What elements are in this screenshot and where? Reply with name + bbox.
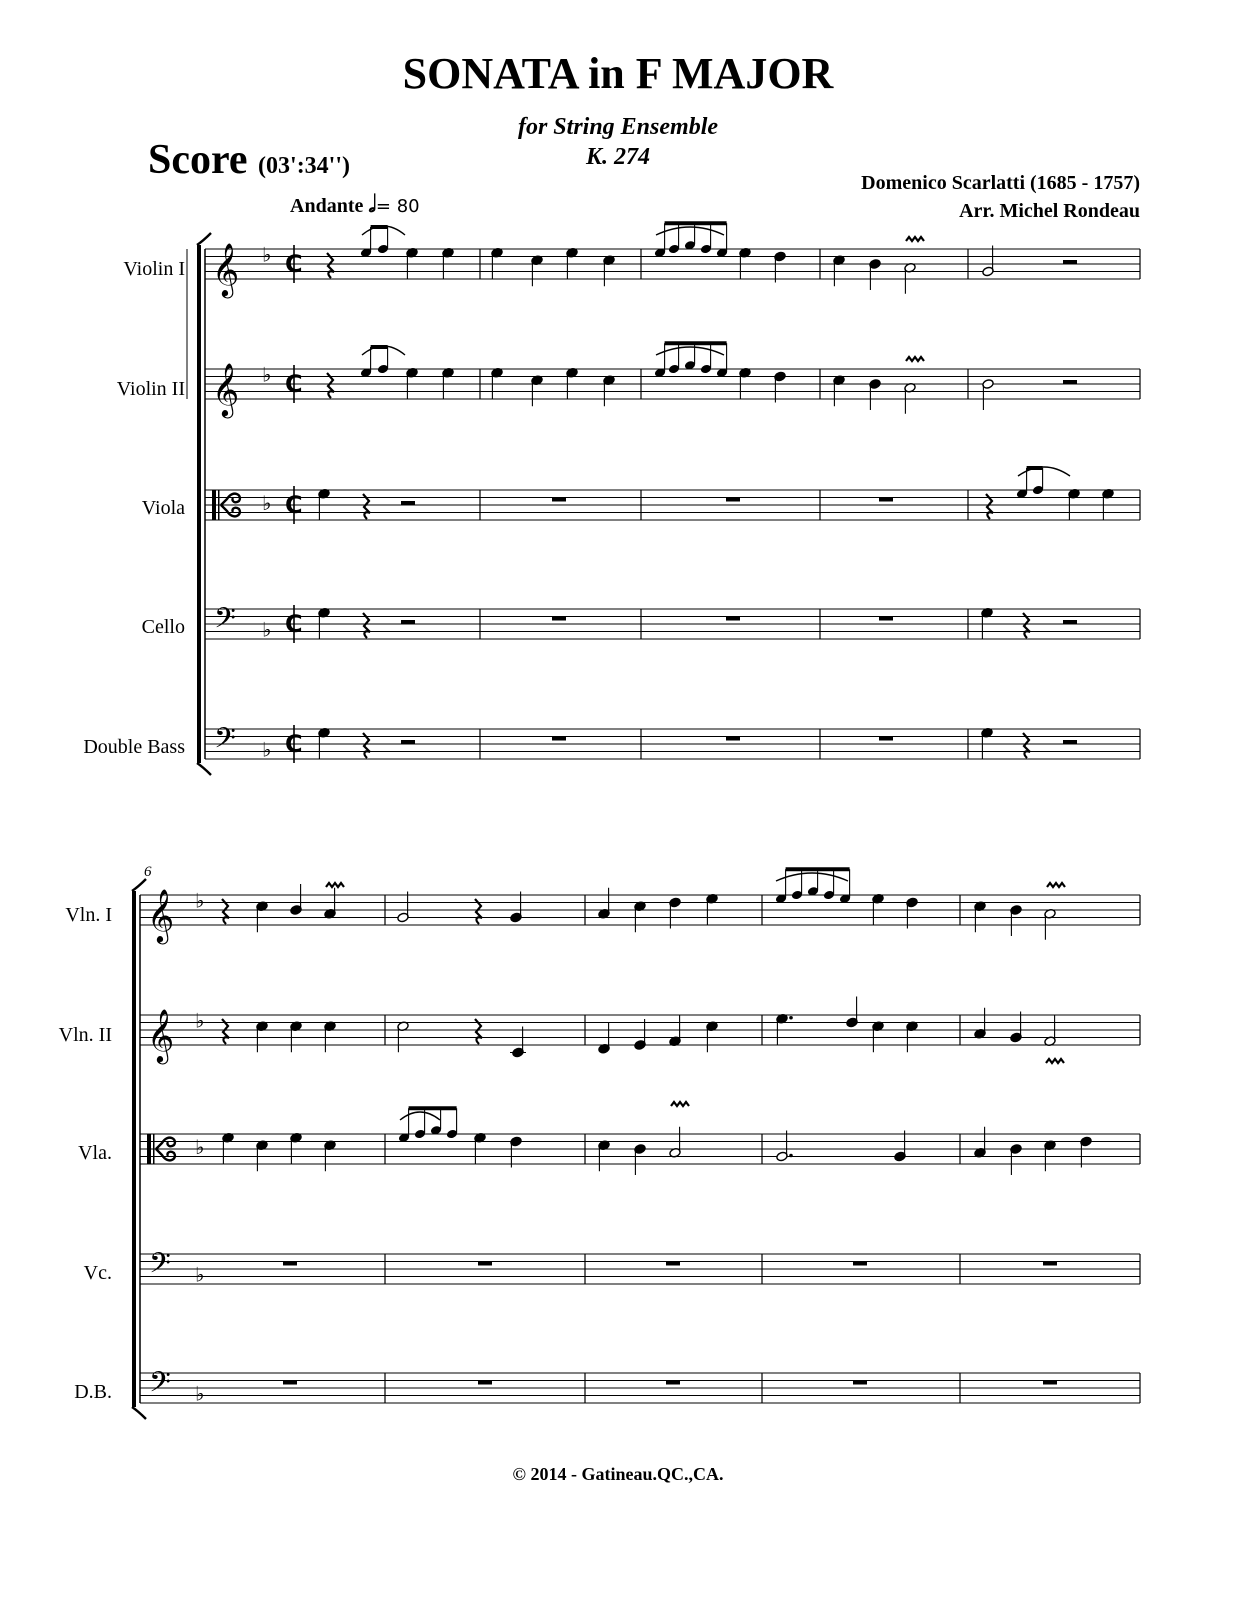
score-subtitle: for String Ensemble — [517, 114, 719, 140]
key-flat: ♭ — [262, 491, 272, 515]
mordent — [326, 883, 344, 887]
duration: (03':34'') — [258, 153, 351, 179]
mordent — [906, 237, 924, 241]
half-rest — [1063, 380, 1077, 384]
cut-time: C — [285, 250, 303, 278]
cut-time: C — [285, 610, 303, 638]
instrument-label: Violin II — [116, 378, 185, 400]
whole-rest — [1043, 1381, 1057, 1385]
key-flat: ♭ — [262, 242, 272, 267]
alto-clef — [147, 1134, 151, 1164]
half-rest — [1063, 740, 1077, 744]
whole-rest — [726, 617, 740, 621]
copyright: © 2014 - Gatineau.QC.,CA. — [512, 1464, 724, 1484]
slur — [776, 873, 848, 881]
instrument-label: D.B. — [74, 1381, 112, 1403]
instrument-label: Cello — [141, 616, 185, 638]
key-flat: ♭ — [262, 737, 272, 762]
composer: Domenico Scarlatti (1685 - 1757) — [861, 172, 1140, 194]
system-bracket — [132, 1407, 146, 1419]
whole-rest — [478, 1262, 492, 1266]
slur — [656, 347, 724, 355]
score-title: SONATA in F MAJOR — [402, 49, 834, 98]
half-rest — [401, 740, 415, 744]
slur — [400, 1112, 440, 1120]
whole-rest — [726, 498, 740, 502]
key-flat: ♭ — [195, 1135, 205, 1159]
half-rest — [401, 620, 415, 624]
arranger: Arr. Michel Rondeau — [959, 200, 1140, 222]
system-bracket — [197, 233, 211, 245]
whole-rest — [879, 498, 893, 502]
system-bracket — [132, 891, 136, 1407]
whole-rest — [879, 737, 893, 741]
treble-clef: 𝄞 — [212, 362, 240, 416]
system-bracket — [197, 245, 201, 763]
tempo-bpm: = 80 — [375, 196, 420, 217]
bass-clef: 𝄢 — [149, 1247, 171, 1287]
whole-rest — [552, 737, 566, 741]
cut-time: C — [285, 491, 303, 519]
treble-clef: 𝄞 — [212, 242, 240, 296]
key-flat: ♭ — [195, 1262, 205, 1287]
catalog-number: K. 274 — [585, 144, 650, 170]
whole-rest — [666, 1381, 680, 1385]
mordent — [906, 357, 924, 361]
system-bracket — [197, 763, 211, 775]
score-word: Score — [148, 137, 248, 183]
whole-rest — [853, 1381, 867, 1385]
note-dot — [789, 1016, 793, 1020]
key-flat: ♭ — [195, 1008, 205, 1033]
whole-rest — [283, 1381, 297, 1385]
whole-rest — [726, 737, 740, 741]
half-rest — [401, 501, 415, 505]
key-flat: ♭ — [195, 888, 205, 913]
mordent — [671, 1102, 689, 1106]
whole-rest — [478, 1381, 492, 1385]
measure-number: 6 — [144, 864, 152, 880]
instrument-label: Vla. — [78, 1142, 112, 1164]
bass-clef: 𝄢 — [214, 722, 236, 762]
instrument-label: Violin I — [123, 258, 185, 280]
alto-clef — [153, 1134, 155, 1164]
half-rest — [1063, 620, 1077, 624]
alto-clef — [218, 490, 220, 520]
note-dot — [789, 1154, 793, 1158]
whole-rest — [552, 617, 566, 621]
whole-rest — [666, 1262, 680, 1266]
alto-clef — [212, 490, 216, 520]
whole-rest — [853, 1262, 867, 1266]
whole-rest — [1043, 1262, 1057, 1266]
bass-clef: 𝄢 — [214, 602, 236, 642]
cut-time: C — [285, 730, 303, 758]
slur — [656, 227, 724, 235]
bass-clef: 𝄢 — [149, 1366, 171, 1406]
whole-rest — [552, 498, 566, 502]
instrument-label: Vc. — [83, 1262, 112, 1284]
instrument-label: Vln. I — [65, 904, 112, 926]
tempo-word: Andante — [290, 195, 364, 217]
key-flat: ♭ — [195, 1381, 205, 1406]
key-flat: ♭ — [262, 362, 272, 387]
system-bracket — [132, 879, 146, 891]
treble-clef: 𝄞 — [147, 1008, 175, 1062]
tempo-marking: Andante 𝅗𝅥= 80 — [290, 192, 420, 218]
instrument-label: Vln. II — [58, 1024, 112, 1046]
cut-time: C — [285, 370, 303, 398]
mordent — [1047, 883, 1065, 887]
mordent — [1046, 1059, 1064, 1063]
instrument-label: Viola — [141, 497, 185, 519]
slur — [1018, 467, 1070, 476]
key-flat: ♭ — [262, 617, 272, 642]
half-rest — [1063, 260, 1077, 264]
instrument-label: Double Bass — [83, 736, 185, 758]
whole-rest — [879, 617, 893, 621]
whole-rest — [283, 1262, 297, 1266]
treble-clef: 𝄞 — [147, 888, 175, 942]
